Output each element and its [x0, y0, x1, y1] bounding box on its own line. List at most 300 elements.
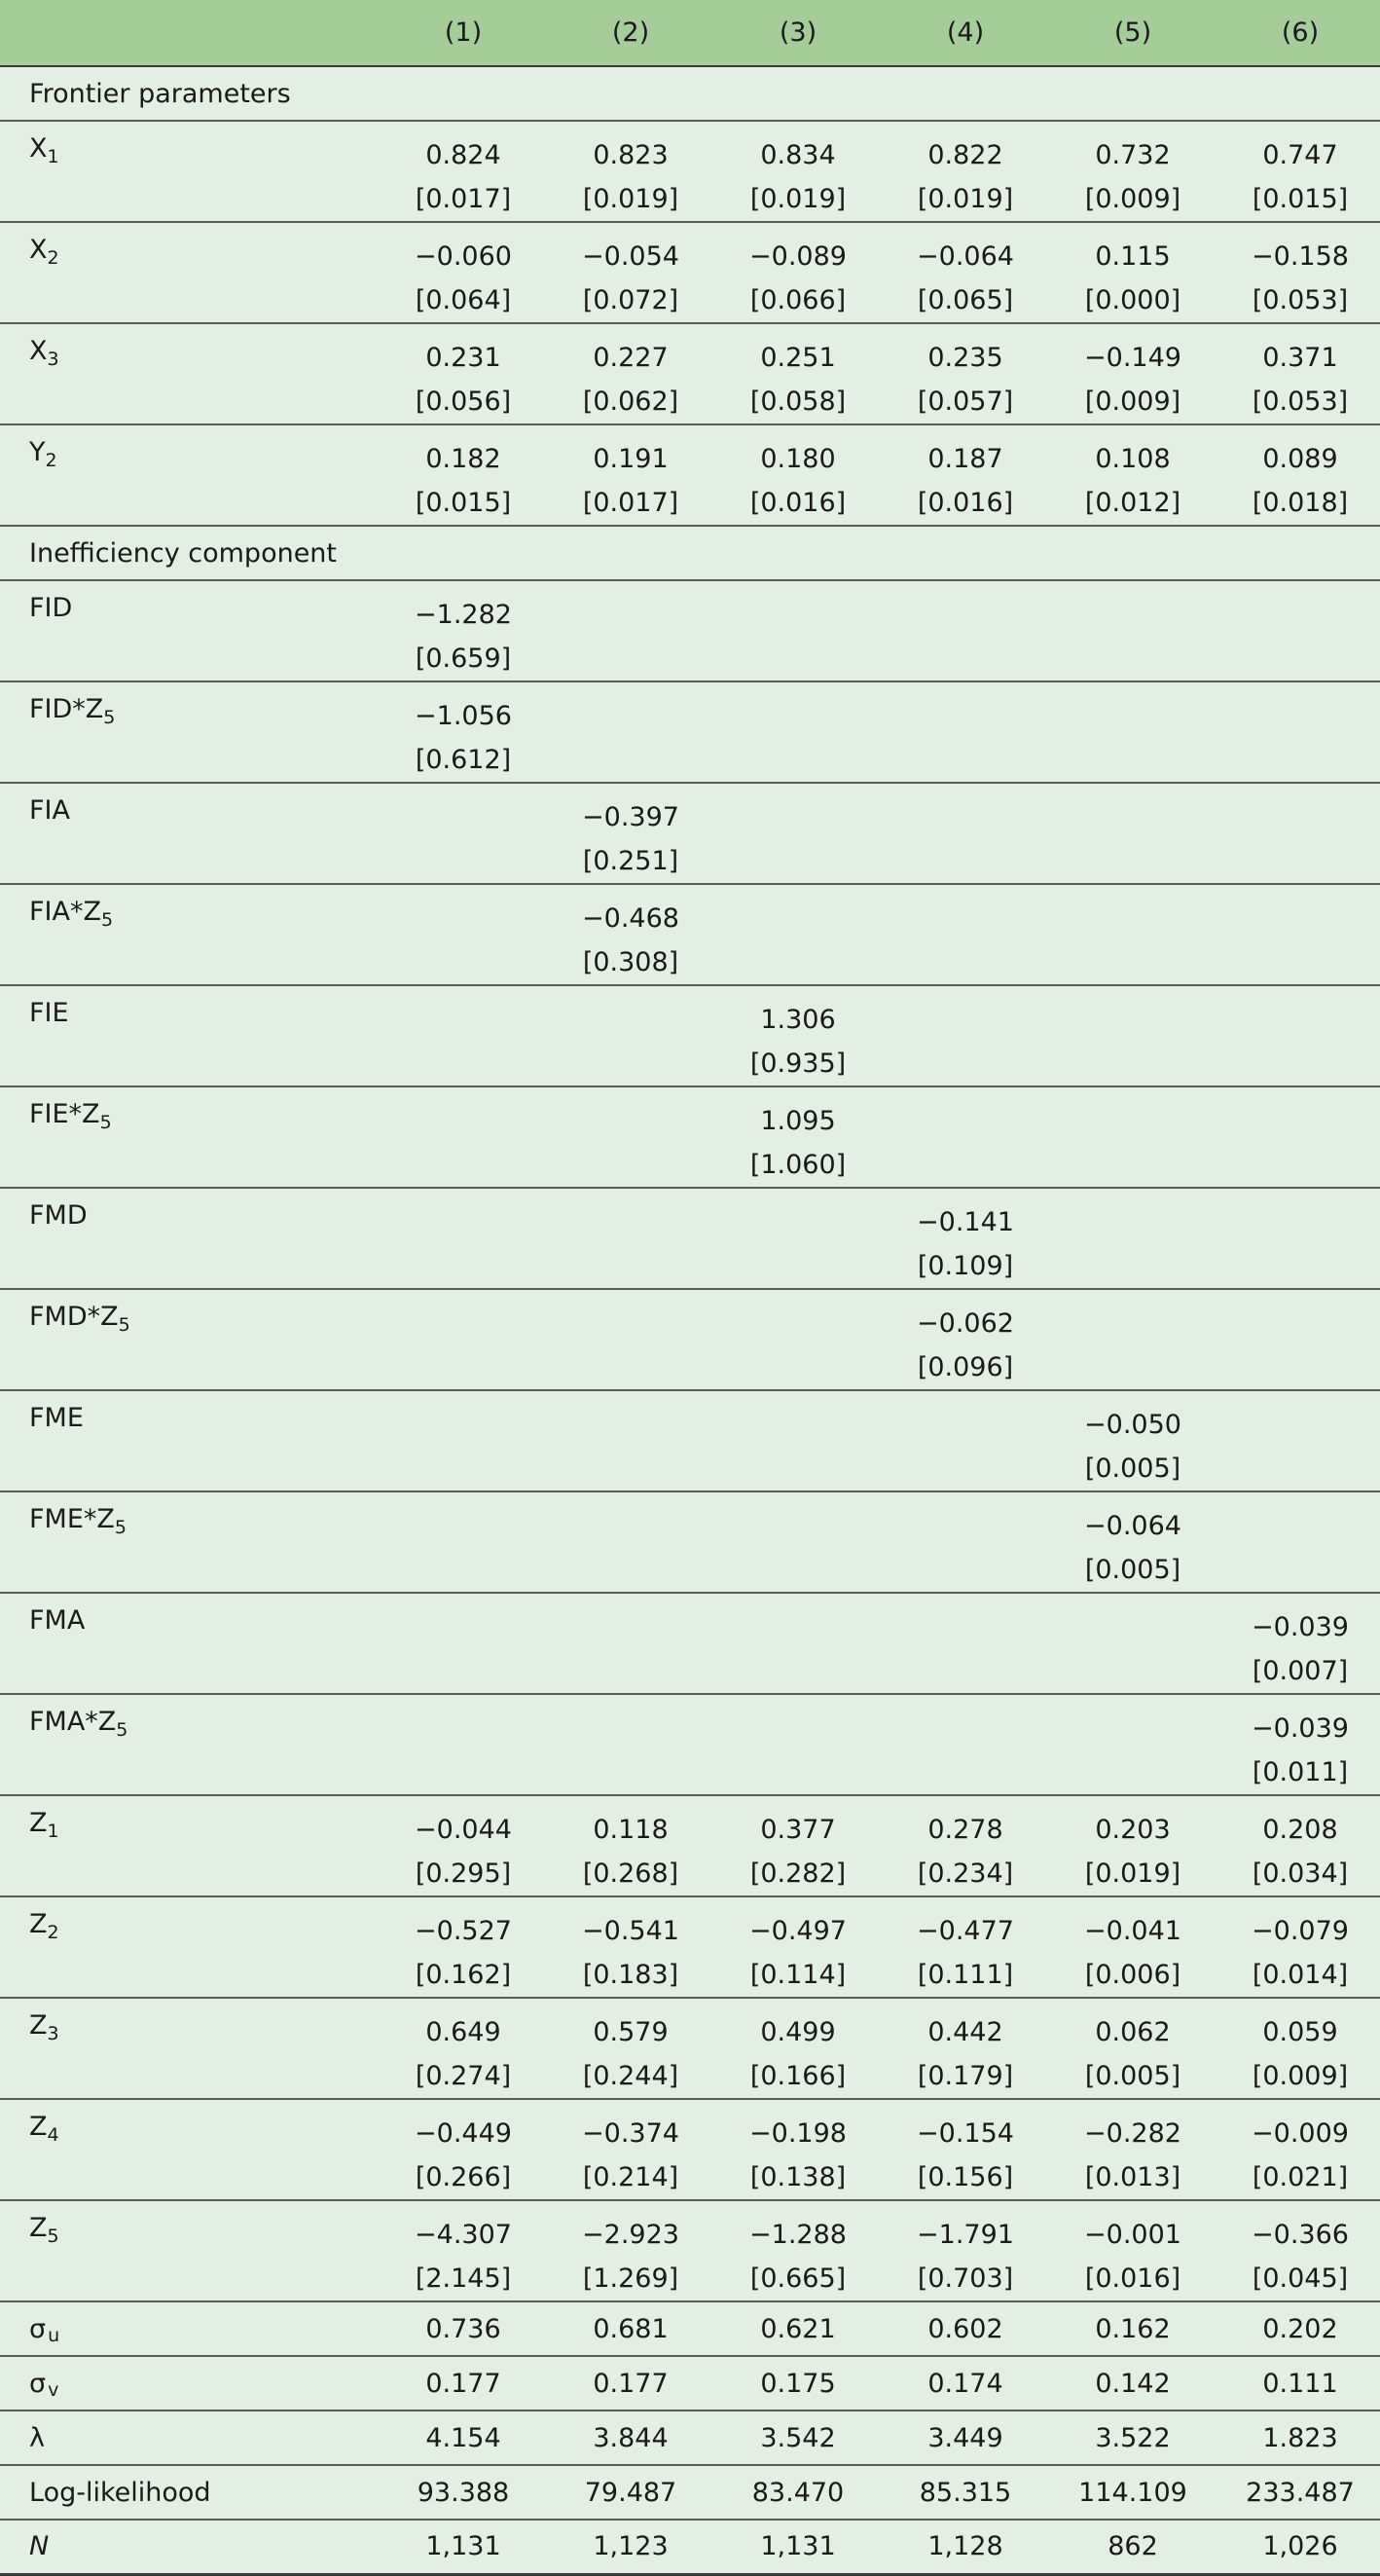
cell — [714, 985, 882, 1086]
cell — [882, 783, 1049, 884]
statistic: 0.177 — [425, 2368, 501, 2399]
row-label — [0, 2410, 380, 2465]
cell — [1217, 222, 1380, 323]
cell — [1217, 1491, 1380, 1593]
cell — [380, 884, 547, 985]
cell — [547, 681, 714, 783]
section-inefficiency-component-label: Inefficiency component — [29, 537, 338, 569]
statistic: 1.823 — [1262, 2422, 1338, 2453]
standard-error: [0.665] — [749, 2263, 847, 2294]
standard-error: [0.045] — [1252, 2263, 1349, 2294]
cell — [547, 2099, 714, 2200]
column-header-5: (5) — [1113, 18, 1152, 48]
standard-error: [0.005] — [1084, 1555, 1181, 1585]
cell — [1217, 1998, 1380, 2099]
row-label-subscript: 4 — [47, 2124, 59, 2146]
coefficient: −0.089 — [749, 241, 847, 272]
standard-error: [0.109] — [917, 1251, 1014, 1281]
cell — [714, 1896, 882, 1998]
standard-error: [0.308] — [582, 947, 679, 977]
coefficient: −0.468 — [582, 903, 679, 934]
row-label — [0, 222, 380, 323]
standard-error: [0.179] — [917, 2061, 1014, 2091]
cell — [882, 424, 1049, 526]
cell — [882, 1795, 1049, 1896]
standard-error: [0.096] — [917, 1352, 1014, 1382]
cell — [882, 1998, 1049, 2099]
row-label-base: X — [29, 336, 48, 366]
standard-error: [0.019] — [582, 184, 679, 214]
cell — [1049, 2099, 1217, 2200]
coefficient: −0.039 — [1252, 1612, 1349, 1642]
standard-error: [0.066] — [749, 285, 847, 315]
row-label-base: N — [29, 2531, 50, 2562]
coefficient: 0.747 — [1262, 140, 1338, 170]
row-label-base: Z — [29, 2010, 48, 2041]
row-label-base: FIA*Z — [29, 897, 101, 927]
cell — [1049, 884, 1217, 985]
cell — [380, 1593, 547, 1694]
row-label-base: Z — [29, 2213, 48, 2243]
cell — [714, 1188, 882, 1289]
standard-error: [2.145] — [415, 2263, 512, 2294]
coefficient: −1.056 — [415, 701, 512, 731]
statistic: 0.736 — [425, 2313, 501, 2344]
cell — [547, 1491, 714, 1593]
cell — [380, 985, 547, 1086]
column-header-2: (2) — [611, 18, 650, 48]
row-label-subscript: 5 — [116, 1719, 128, 1741]
standard-error: [0.703] — [917, 2263, 1014, 2294]
standard-error: [0.016] — [1084, 2263, 1181, 2294]
row-label-base: FMA — [29, 1605, 86, 1636]
coefficient: 0.118 — [593, 1815, 669, 1845]
row-label — [0, 121, 380, 222]
cell — [714, 580, 882, 681]
table-row-n — [0, 2520, 1380, 2574]
standard-error: [0.015] — [1252, 184, 1349, 214]
cell — [380, 222, 547, 323]
table-row-fie — [0, 985, 1380, 1086]
cell — [547, 1593, 714, 1694]
statistic: 233.487 — [1246, 2477, 1355, 2508]
standard-error: [0.005] — [1084, 2061, 1181, 2091]
table-row-y2 — [0, 424, 1380, 526]
cell — [1217, 2200, 1380, 2301]
table-row-lambda — [0, 2410, 1380, 2465]
cell — [1049, 1694, 1217, 1795]
row-label-subscript: 5 — [100, 909, 114, 931]
standard-error: [0.019] — [917, 184, 1014, 214]
cell — [380, 1896, 547, 1998]
row-label-base: σ — [29, 2368, 47, 2399]
standard-error: [0.162] — [415, 1960, 512, 1990]
cell — [380, 580, 547, 681]
cell — [547, 884, 714, 985]
row-label-subscript: v — [48, 2378, 59, 2401]
table-row-fmdz5 — [0, 1289, 1380, 1390]
cell — [882, 1086, 1049, 1188]
table-row-fia — [0, 783, 1380, 884]
coefficient: −0.497 — [749, 1916, 847, 1946]
cell — [380, 2200, 547, 2301]
row-label-base: Log-likelihood — [29, 2477, 211, 2508]
coefficient: −0.282 — [1084, 2118, 1181, 2149]
standard-error: [0.251] — [582, 846, 679, 876]
standard-error: [0.072] — [582, 285, 679, 315]
coefficient: 0.278 — [927, 1815, 1003, 1845]
cell — [1217, 681, 1380, 783]
standard-error: [0.000] — [1084, 285, 1181, 315]
coefficient: 0.182 — [425, 444, 501, 474]
row-label — [0, 1188, 380, 1289]
cell — [1049, 783, 1217, 884]
cell — [1217, 1694, 1380, 1795]
standard-error: [0.013] — [1084, 2162, 1181, 2192]
row-label-base: σ — [29, 2313, 47, 2344]
coefficient: 0.649 — [425, 2017, 501, 2047]
cell — [714, 121, 882, 222]
statistic: 1,128 — [927, 2531, 1003, 2562]
section-inefficiency-component — [0, 526, 1380, 580]
table-row-fmaz5 — [0, 1694, 1380, 1795]
cell — [714, 424, 882, 526]
cell — [380, 1289, 547, 1390]
coefficient: −0.541 — [582, 1916, 679, 1946]
cell — [380, 1998, 547, 2099]
cell — [547, 222, 714, 323]
standard-error: [0.012] — [1084, 488, 1181, 518]
standard-error: [0.156] — [917, 2162, 1014, 2192]
statistic: 0.175 — [760, 2368, 836, 2399]
cell — [714, 222, 882, 323]
coefficient: 0.089 — [1262, 444, 1338, 474]
row-label-subscript: 3 — [47, 2023, 59, 2044]
coefficient: 0.834 — [760, 140, 836, 170]
table-row-fmez5 — [0, 1491, 1380, 1593]
cell — [1049, 1491, 1217, 1593]
table-row-loglik — [0, 2465, 1380, 2520]
cell — [547, 580, 714, 681]
row-label-base: X — [29, 235, 48, 265]
coefficient: 0.499 — [760, 2017, 836, 2047]
cell — [380, 1086, 547, 1188]
table-row-fidz5 — [0, 681, 1380, 783]
statistic: 3.844 — [593, 2422, 669, 2453]
standard-error: [0.017] — [582, 488, 679, 518]
row-label-subscript: u — [48, 2324, 60, 2346]
cell — [714, 1593, 882, 1694]
coefficient: −0.477 — [917, 1916, 1014, 1946]
cell — [882, 2200, 1049, 2301]
table-row-fid — [0, 580, 1380, 681]
standard-error: [0.034] — [1252, 1858, 1349, 1889]
coefficient: −1.288 — [749, 2220, 847, 2250]
statistic: 114.109 — [1078, 2477, 1187, 2508]
cell — [380, 1390, 547, 1491]
standard-error: [0.058] — [749, 386, 847, 417]
coefficient: −0.449 — [415, 2118, 512, 2149]
cell — [882, 681, 1049, 783]
statistic: 1,123 — [593, 2531, 669, 2562]
statistic: 3.542 — [760, 2422, 836, 2453]
column-header-1: (1) — [444, 18, 483, 48]
statistic: 1,131 — [425, 2531, 501, 2562]
row-label — [0, 1896, 380, 1998]
standard-error: [0.268] — [582, 1858, 679, 1889]
cell — [882, 1694, 1049, 1795]
standard-error: [0.183] — [582, 1960, 679, 1990]
cell — [882, 121, 1049, 222]
cell — [1217, 884, 1380, 985]
standard-error: [0.064] — [415, 285, 512, 315]
cell — [547, 985, 714, 1086]
row-label — [0, 2465, 380, 2520]
standard-error: [0.006] — [1084, 1960, 1181, 1990]
row-label-subscript: 1 — [47, 146, 59, 167]
row-label — [0, 783, 380, 884]
cell — [1049, 2200, 1217, 2301]
standard-error: [1.060] — [749, 1150, 847, 1180]
standard-error: [0.214] — [582, 2162, 679, 2192]
standard-error: [0.053] — [1252, 386, 1349, 417]
cell — [1217, 1390, 1380, 1491]
table-row-fme — [0, 1390, 1380, 1491]
cell — [547, 1896, 714, 1998]
cell — [714, 1289, 882, 1390]
table-row-sigma_u — [0, 2301, 1380, 2356]
cell — [714, 2099, 882, 2200]
coefficient: 0.062 — [1095, 2017, 1171, 2047]
cell — [547, 121, 714, 222]
section-frontier-parameters-label: Frontier parameters — [29, 78, 291, 109]
coefficient: −0.054 — [582, 241, 679, 272]
row-label-base: X — [29, 133, 48, 164]
cell — [380, 783, 547, 884]
statistic: 3.522 — [1095, 2422, 1171, 2453]
standard-error: [0.019] — [749, 184, 847, 214]
cell — [547, 1086, 714, 1188]
row-label-base: Z — [29, 1808, 48, 1838]
cell — [1217, 985, 1380, 1086]
coefficient: −2.923 — [582, 2220, 679, 2250]
coefficient: −0.041 — [1084, 1916, 1181, 1946]
cell — [882, 1188, 1049, 1289]
row-label — [0, 985, 380, 1086]
row-label-subscript: 5 — [99, 1112, 112, 1133]
cell — [547, 1390, 714, 1491]
cell — [1049, 681, 1217, 783]
cell — [1217, 1289, 1380, 1390]
coefficient: −0.009 — [1252, 2118, 1349, 2149]
coefficient: −0.060 — [415, 241, 512, 272]
table-row-z2 — [0, 1896, 1380, 1998]
cell — [1049, 424, 1217, 526]
coefficient: 0.059 — [1262, 2017, 1338, 2047]
coefficient: −0.527 — [415, 1916, 512, 1946]
cell — [1049, 1795, 1217, 1896]
table-row-z1 — [0, 1795, 1380, 1896]
row-label-base: FMD*Z — [29, 1302, 119, 1332]
row-label-subscript: 5 — [118, 1314, 130, 1336]
coefficient: 0.235 — [927, 343, 1003, 373]
cell — [380, 1188, 547, 1289]
standard-error: [0.009] — [1252, 2061, 1349, 2091]
row-label — [0, 884, 380, 985]
coefficient: 0.251 — [760, 343, 836, 373]
standard-error: [0.062] — [582, 386, 679, 417]
statistic: 0.177 — [593, 2368, 669, 2399]
cell — [1217, 424, 1380, 526]
row-label-base: FME*Z — [29, 1504, 115, 1534]
statistic: 862 — [1108, 2531, 1158, 2562]
cell — [547, 1795, 714, 1896]
cell — [547, 1289, 714, 1390]
coefficient: −0.149 — [1084, 343, 1181, 373]
row-label-base: FID — [29, 593, 73, 623]
row-label-base: FIA — [29, 795, 70, 826]
coefficient: 0.191 — [593, 444, 669, 474]
coefficient: −1.791 — [917, 2220, 1014, 2250]
cell — [714, 1491, 882, 1593]
cell — [380, 121, 547, 222]
standard-error: [0.011] — [1252, 1757, 1349, 1787]
header-blank — [0, 0, 380, 66]
cell — [547, 2200, 714, 2301]
statistic: 0.621 — [760, 2313, 836, 2344]
cell — [380, 424, 547, 526]
table-row-fiaz5 — [0, 884, 1380, 985]
row-label-subscript: 2 — [47, 1922, 59, 1943]
standard-error: [0.295] — [415, 1858, 512, 1889]
standard-error: [0.234] — [917, 1858, 1014, 1889]
row-label — [0, 1795, 380, 1896]
standard-error: [0.274] — [415, 2061, 512, 2091]
standard-error: [0.016] — [749, 488, 847, 518]
standard-error: [0.007] — [1252, 1656, 1349, 1686]
standard-error: [0.935] — [749, 1049, 847, 1079]
table-row-x2 — [0, 222, 1380, 323]
row-label-subscript: 5 — [103, 707, 116, 728]
coefficient: −0.064 — [917, 241, 1014, 272]
cell — [1217, 2099, 1380, 2200]
cell — [380, 1694, 547, 1795]
statistic: 0.681 — [593, 2313, 669, 2344]
column-header-6: (6) — [1281, 18, 1320, 48]
cell — [1049, 121, 1217, 222]
standard-error: [0.114] — [749, 1960, 847, 1990]
coefficient: 0.822 — [927, 140, 1003, 170]
header-row — [0, 0, 1380, 66]
coefficient: 0.732 — [1095, 140, 1171, 170]
standard-error: [0.282] — [749, 1858, 847, 1889]
cell — [882, 1593, 1049, 1694]
statistic: 85.315 — [919, 2477, 1012, 2508]
standard-error: [0.009] — [1084, 184, 1181, 214]
statistic: 3.449 — [927, 2422, 1003, 2453]
standard-error: [0.015] — [415, 488, 512, 518]
coefficient: 0.115 — [1095, 241, 1171, 272]
coefficient: −0.044 — [415, 1815, 512, 1845]
cell — [1217, 783, 1380, 884]
cell — [380, 1491, 547, 1593]
table-row-fmd — [0, 1188, 1380, 1289]
row-label-subscript: 2 — [47, 247, 59, 269]
row-label — [0, 1086, 380, 1188]
row-label-base: Z — [29, 2112, 48, 2142]
cell — [714, 681, 882, 783]
statistic: 0.142 — [1095, 2368, 1171, 2399]
row-label — [0, 580, 380, 681]
statistic: 1,026 — [1262, 2531, 1338, 2562]
row-label-base: Z — [29, 1909, 48, 1939]
coefficient: 0.371 — [1262, 343, 1338, 373]
statistic: 93.388 — [417, 2477, 510, 2508]
coefficient: 0.208 — [1262, 1815, 1338, 1845]
row-label-subscript: 5 — [47, 2226, 59, 2247]
cell — [380, 2099, 547, 2200]
row-label-base: FIE*Z — [29, 1099, 100, 1129]
cell — [380, 1795, 547, 1896]
standard-error: [0.111] — [917, 1960, 1014, 1990]
table-row-z4 — [0, 2099, 1380, 2200]
cell — [714, 1390, 882, 1491]
cell — [547, 783, 714, 884]
cell — [882, 985, 1049, 1086]
table-row-z5 — [0, 2200, 1380, 2301]
coefficient: 1.095 — [760, 1106, 836, 1136]
cell — [714, 1998, 882, 2099]
cell — [1049, 985, 1217, 1086]
row-label — [0, 1694, 380, 1795]
coefficient: −0.062 — [917, 1308, 1014, 1339]
cell — [882, 323, 1049, 424]
coefficient: 0.377 — [760, 1815, 836, 1845]
coefficient: −0.154 — [917, 2118, 1014, 2149]
row-label — [0, 2099, 380, 2200]
coefficient: −0.001 — [1084, 2220, 1181, 2250]
cell — [882, 1491, 1049, 1593]
standard-error: [0.017] — [415, 184, 512, 214]
cell — [547, 323, 714, 424]
statistic: 4.154 — [425, 2422, 501, 2453]
cell — [380, 681, 547, 783]
coefficient: −0.397 — [582, 802, 679, 832]
cell — [714, 783, 882, 884]
table-row-x3 — [0, 323, 1380, 424]
coefficient: 0.579 — [593, 2017, 669, 2047]
table-row-fiez5 — [0, 1086, 1380, 1188]
row-label — [0, 424, 380, 526]
coefficient: 0.442 — [927, 2017, 1003, 2047]
cell — [1049, 323, 1217, 424]
cell — [882, 580, 1049, 681]
cell — [714, 884, 882, 985]
standard-error: [0.021] — [1252, 2162, 1349, 2192]
cell — [1049, 1188, 1217, 1289]
table-row-z3 — [0, 1998, 1380, 2099]
row-label-base: FMA*Z — [29, 1707, 117, 1737]
row-label — [0, 2200, 380, 2301]
standard-error: [0.005] — [1084, 1454, 1181, 1484]
standard-error: [0.659] — [415, 644, 512, 674]
cell — [1217, 580, 1380, 681]
row-label — [0, 1491, 380, 1593]
cell — [714, 1086, 882, 1188]
coefficient: −0.050 — [1084, 1410, 1181, 1440]
standard-error: [0.016] — [917, 488, 1014, 518]
coefficient: 0.824 — [425, 140, 501, 170]
